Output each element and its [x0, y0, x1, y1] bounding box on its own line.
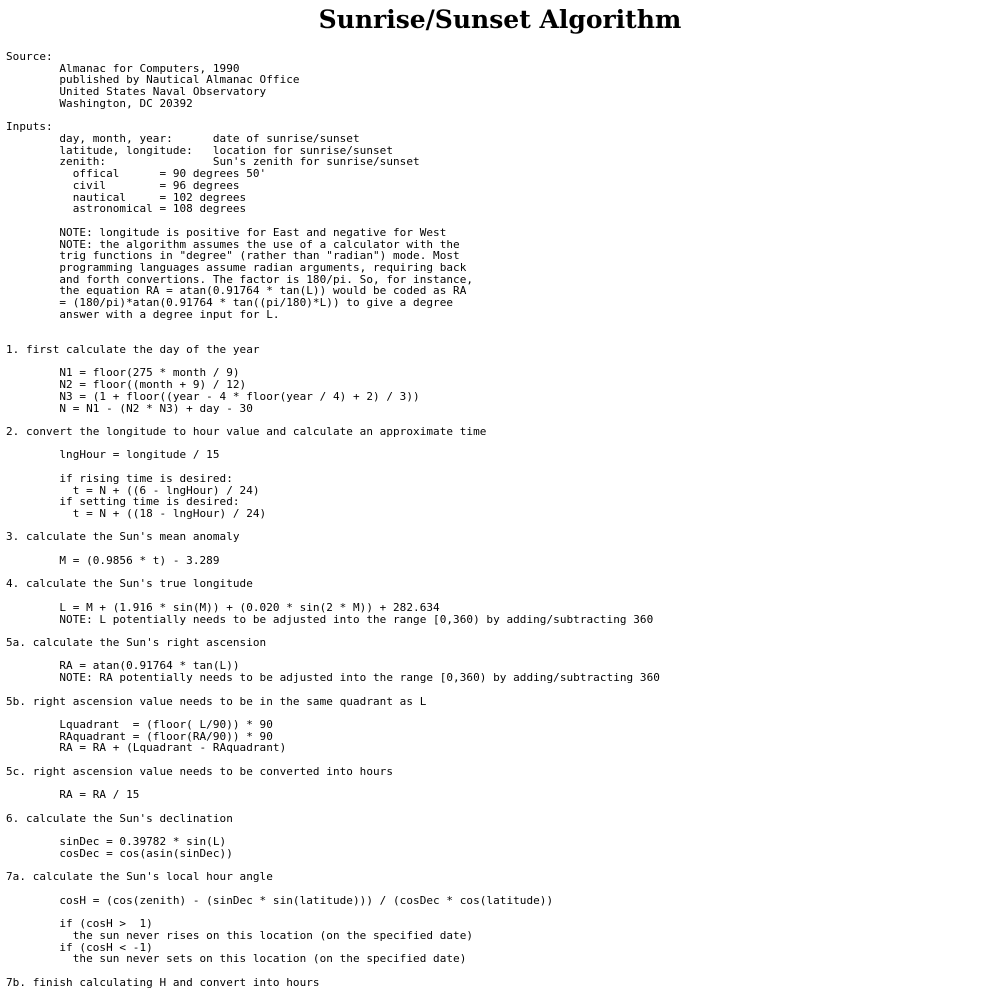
page-title: Sunrise/Sunset Algorithm [318, 5, 682, 34]
text-line: if rising time is desired: [6, 471, 233, 485]
text-line: t = N + ((18 - lngHour) / 24) [6, 507, 267, 521]
text-line: 7a. calculate the Sun's local hour angle [6, 870, 273, 884]
text-line: lngHour = longitude / 15 [6, 448, 220, 462]
text-line: published by Nautical Almanac Office [6, 73, 300, 87]
text-line: NOTE: L potentially needs to be adjusted into the range [0,360) by adding/subtracting 360 [6, 612, 654, 626]
text-line: offical = 90 degrees 50' [6, 167, 267, 181]
text-line: L = M + (1.916 * sin(M)) + (0.020 * sin(2 * M)) + 282.634 [6, 600, 440, 614]
text-line: Source: [6, 50, 53, 63]
text-line: the equation RA = atan(0.91764 * tan(L)) would be coded as RA [6, 284, 467, 298]
text-line: 5a. calculate the Sun's right ascension [6, 635, 267, 649]
text-line: the sun never sets on this location (on the specified date) [6, 952, 467, 966]
text-line: 6. calculate the Sun's declination [6, 811, 233, 825]
text-line: 5c. right ascension value needs to be converted into hours [6, 764, 394, 778]
text-line: if setting time is desired: [6, 495, 240, 509]
text-line: Washington, DC 20392 [6, 96, 193, 110]
text-line: RA = atan(0.91764 * tan(L)) [6, 659, 240, 673]
text-line: sinDec = 0.39782 * sin(L) [6, 835, 227, 849]
text-line: astronomical = 108 degrees [6, 202, 247, 216]
text-line: zenith: Sun's zenith for sunrise/sunset [6, 155, 420, 169]
text-line: RA = RA / 15 [6, 788, 140, 802]
text-line: N3 = (1 + floor((year - 4 * floor(year / 4) + 2) / 3)) [6, 389, 420, 403]
text-line: Lquadrant = (floor( L/90)) * 90 [6, 717, 273, 731]
text-line: RA = RA + (Lquadrant - RAquadrant) [6, 741, 287, 755]
text-line: programming languages assume radian arguments, requiring back [6, 260, 467, 274]
text-line: cosH = (cos(zenith) - (sinDec * sin(latitude))) / (cosDec * cos(latitude)) [6, 893, 554, 907]
text-line: 7b. finish calculating H and convert into hours [6, 975, 320, 989]
text-line: trig functions in "degree" (rather than "radian") mode. Most [6, 249, 460, 263]
text-line: latitude, longitude: location for sunrise/sunset [6, 143, 394, 157]
text-line: M = (0.9856 * t) - 3.289 [6, 553, 220, 567]
text-line: 1. first calculate the day of the year [6, 342, 260, 356]
text-line: nautical = 102 degrees [6, 190, 247, 204]
text-line: answer with a degree input for L. [6, 307, 280, 321]
text-line: N1 = floor(275 * month / 9) [6, 366, 240, 380]
text-line: NOTE: longitude is positive for East and negative for West [6, 225, 447, 239]
text-line: cosDec = cos(asin(sinDec)) [6, 846, 233, 860]
text-line: 2. convert the longitude to hour value and calculate an approximate time [6, 425, 487, 438]
text-line: RAquadrant = (floor(RA/90)) * 90 [6, 729, 273, 743]
text-line: N = N1 - (N2 * N3) + day - 30 [6, 401, 253, 415]
text-line: N2 = floor((month + 9) / 12) [6, 378, 247, 392]
text-line: day, month, year: date of sunrise/sunset [6, 132, 360, 146]
text-line: NOTE: the algorithm assumes the use of a calculator with the [6, 237, 460, 251]
text-line: 4. calculate the Sun's true longitude [6, 577, 253, 591]
text-line: the sun never rises on this location (on the specified date) [6, 928, 474, 942]
text-line: = (180/pi)*atan(0.91764 * tan((pi/180)*L)) to give a degree [6, 296, 454, 310]
text-line: and forth convertions. The factor is 180/pi. So, for instance, [6, 272, 474, 286]
text-line: Almanac for Computers, 1990 [6, 61, 240, 75]
text-line: NOTE: RA potentially needs to be adjusted into the range [0,360) by adding/subtracting 360 [6, 671, 660, 685]
text-line: civil = 96 degrees [6, 178, 240, 192]
text-line: Inputs: [6, 120, 53, 134]
text-line: 3. calculate the Sun's mean anomaly [6, 530, 240, 544]
text-line: t = N + ((6 - lngHour) / 24) [6, 483, 260, 497]
text-line: United States Naval Observatory [6, 85, 267, 99]
text-line: if (cosH > 1) [6, 917, 153, 931]
text-line: 5b. right ascension value needs to be in the same quadrant as L [6, 694, 427, 708]
algorithm-text [6, 51, 660, 989]
text-line: if (cosH < -1) [6, 940, 153, 954]
